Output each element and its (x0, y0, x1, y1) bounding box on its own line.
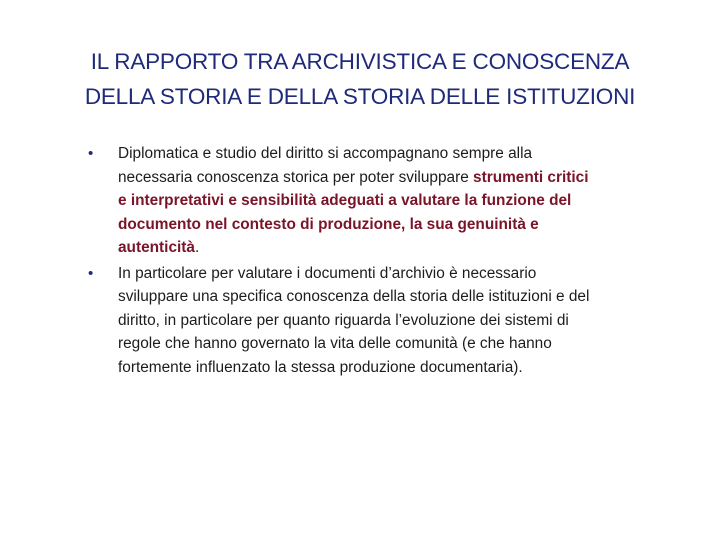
body-text: necessaria conoscenza storica per poter sviluppare (118, 168, 474, 186)
highlighted-text: strumenti critici (473, 168, 589, 186)
slide-title (60, 44, 660, 114)
highlighted-text: documento nel contesto di produzione, la sua genuinità e (118, 215, 539, 233)
highlighted-text: e interpretativi e sensibilità adeguati a valutare la funzione del (118, 192, 572, 209)
body-text: regole che hanno governato la vita delle comunità (e che hanno (118, 335, 552, 352)
bullet-line (118, 236, 688, 260)
body-text: diritto, in particolare per quanto riguarda l’evoluzione dei sistemi di (118, 311, 569, 329)
bullet-icon: • (88, 145, 94, 162)
body-text: . (194, 239, 200, 256)
bullet-item (88, 262, 688, 380)
bullet-line (118, 189, 688, 213)
bullet-line (118, 356, 688, 380)
bullet-line (118, 262, 688, 286)
body-text: fortemente influenzato la stessa produzione documentaria). (118, 358, 523, 376)
body-text: Diplomatica e studio del diritto si accompagnano sempre alla (118, 145, 533, 162)
highlighted-text: autenticità (118, 239, 195, 256)
bullet-item (88, 142, 688, 260)
body-text: sviluppare una specifica conoscenza della storia delle istituzioni e del (118, 288, 590, 305)
bullet-line (118, 213, 688, 237)
body-text: In particolare per valutare i documenti d’archivio è necessario (118, 264, 537, 282)
title-line-2: DELLA STORIA E DELLA STORIA DELLE ISTITUZIONI (84, 84, 636, 109)
title-line-1: IL RAPPORTO TRA ARCHIVISTICA E CONOSCENZA (90, 49, 630, 74)
bullet-line (118, 309, 688, 333)
bullet-line (118, 332, 688, 356)
bullet-line (118, 142, 688, 166)
bullet-line (118, 166, 688, 190)
bullet-line (118, 285, 688, 309)
bullet-icon: • (88, 264, 94, 282)
bullet-list (88, 142, 688, 379)
